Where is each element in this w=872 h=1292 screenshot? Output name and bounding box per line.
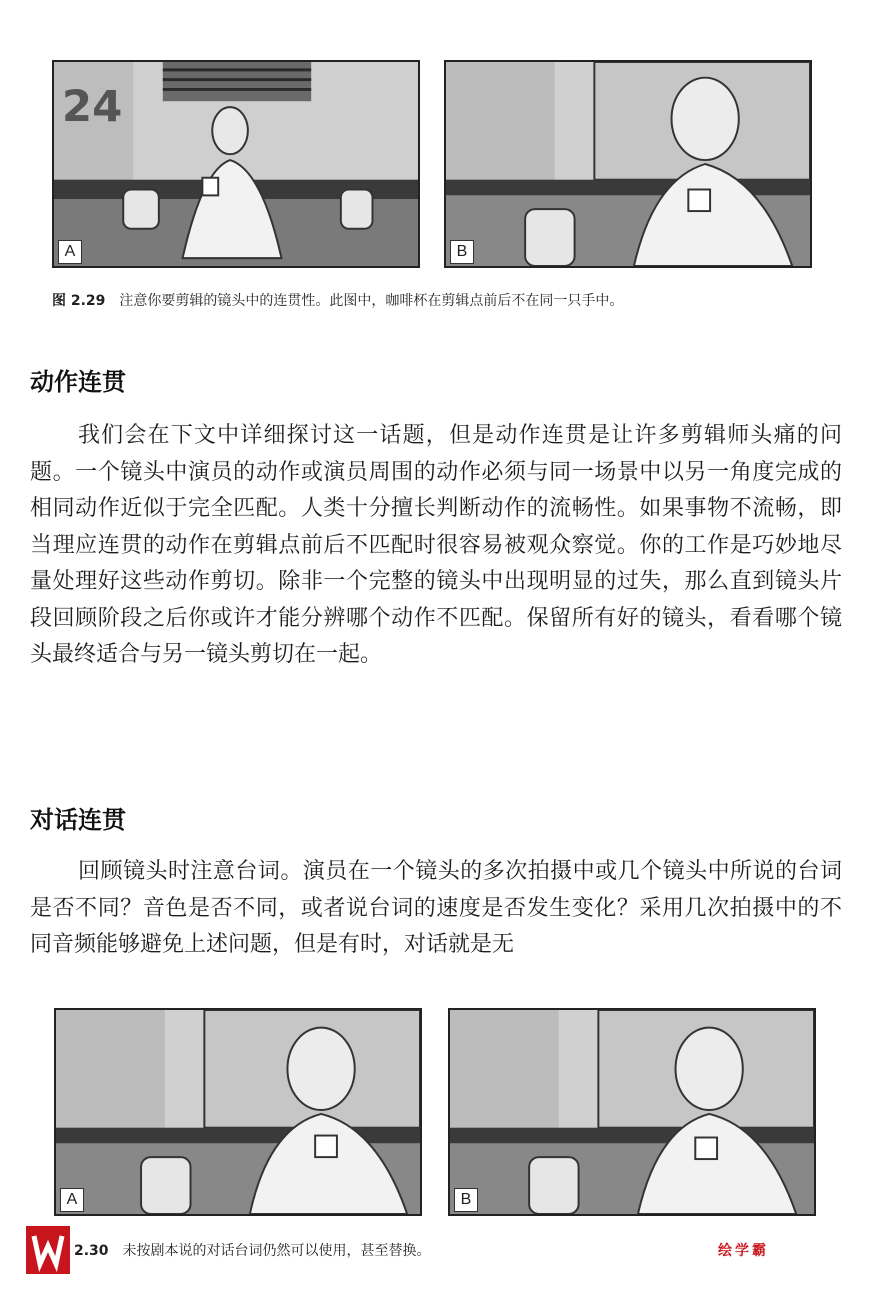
figure-number: 图 2.29	[52, 293, 106, 309]
panel-label-a: A	[58, 240, 82, 264]
section-body-action: 我们会在下文中详细探讨这一话题，但是动作连贯是让许多剪辑师头痛的问题。一个镜头中演员的动作或演员周围的动作必须与同一场景中以另一角度完成的相同动作近似于完全匹配。人类十分擅长判断动作的流畅性。如果事物不流畅，即当理应连贯的动作在剪辑点前后不匹配时很容易被观众察觉。你的工作是巧妙地尽量处理好这些动作剪切。除非一个完整的镜头中出现明显的过失，那么直到镜头片段回顾阶段之后你或许才能分辨哪个动作不匹配。保留所有好的镜头，看看哪个镜头最终适合与另一镜头剪切在一起。	[30, 423, 842, 667]
panel-label-b: B	[454, 1188, 478, 1212]
illustration-diner-closeup	[446, 62, 810, 266]
w-logo-icon	[26, 1226, 70, 1274]
figure-2-30-caption	[74, 1240, 431, 1260]
figure-2-29-panel-a	[52, 60, 420, 268]
illustration-man-speaking-a	[56, 1010, 420, 1214]
section-body-dialogue: 回顾镜头时注意台词。演员在一个镜头的多次拍摄中或几个镜头中所说的台词是否不同？音色是否不同，或者说台词的速度是否发生变化？采用几次拍摄中的不同音频能够避免上述问题，但是有时，对话就是无	[30, 859, 842, 957]
section-heading-dialogue: 对话连贯	[30, 805, 126, 834]
watermark-text: 绘学霸	[718, 1243, 769, 1259]
caption-text: 未按剧本说的对话台词仍然可以使用，甚至替换。	[122, 1243, 431, 1259]
figure-2-29-panel-b	[444, 60, 812, 268]
figure-2-30-panel-a	[54, 1008, 422, 1216]
section-heading-action: 动作连贯	[30, 367, 126, 396]
panel-label-a: A	[60, 1188, 84, 1212]
publisher-logo	[26, 1226, 70, 1274]
illustration-man-speaking-b	[450, 1010, 814, 1214]
caption-text: 注意你要剪辑的镜头中的连贯性。此图中，咖啡杯在剪辑点前后不在同一只手中。	[119, 293, 624, 309]
figure-2-30-panel-b	[448, 1008, 816, 1216]
panel-label-b: B	[450, 240, 474, 264]
illustration-diner-wide	[54, 62, 418, 266]
svg-text:24: 24	[61, 82, 123, 132]
figure-2-29-caption	[52, 290, 623, 310]
figure-number: 2.30	[74, 1243, 109, 1259]
